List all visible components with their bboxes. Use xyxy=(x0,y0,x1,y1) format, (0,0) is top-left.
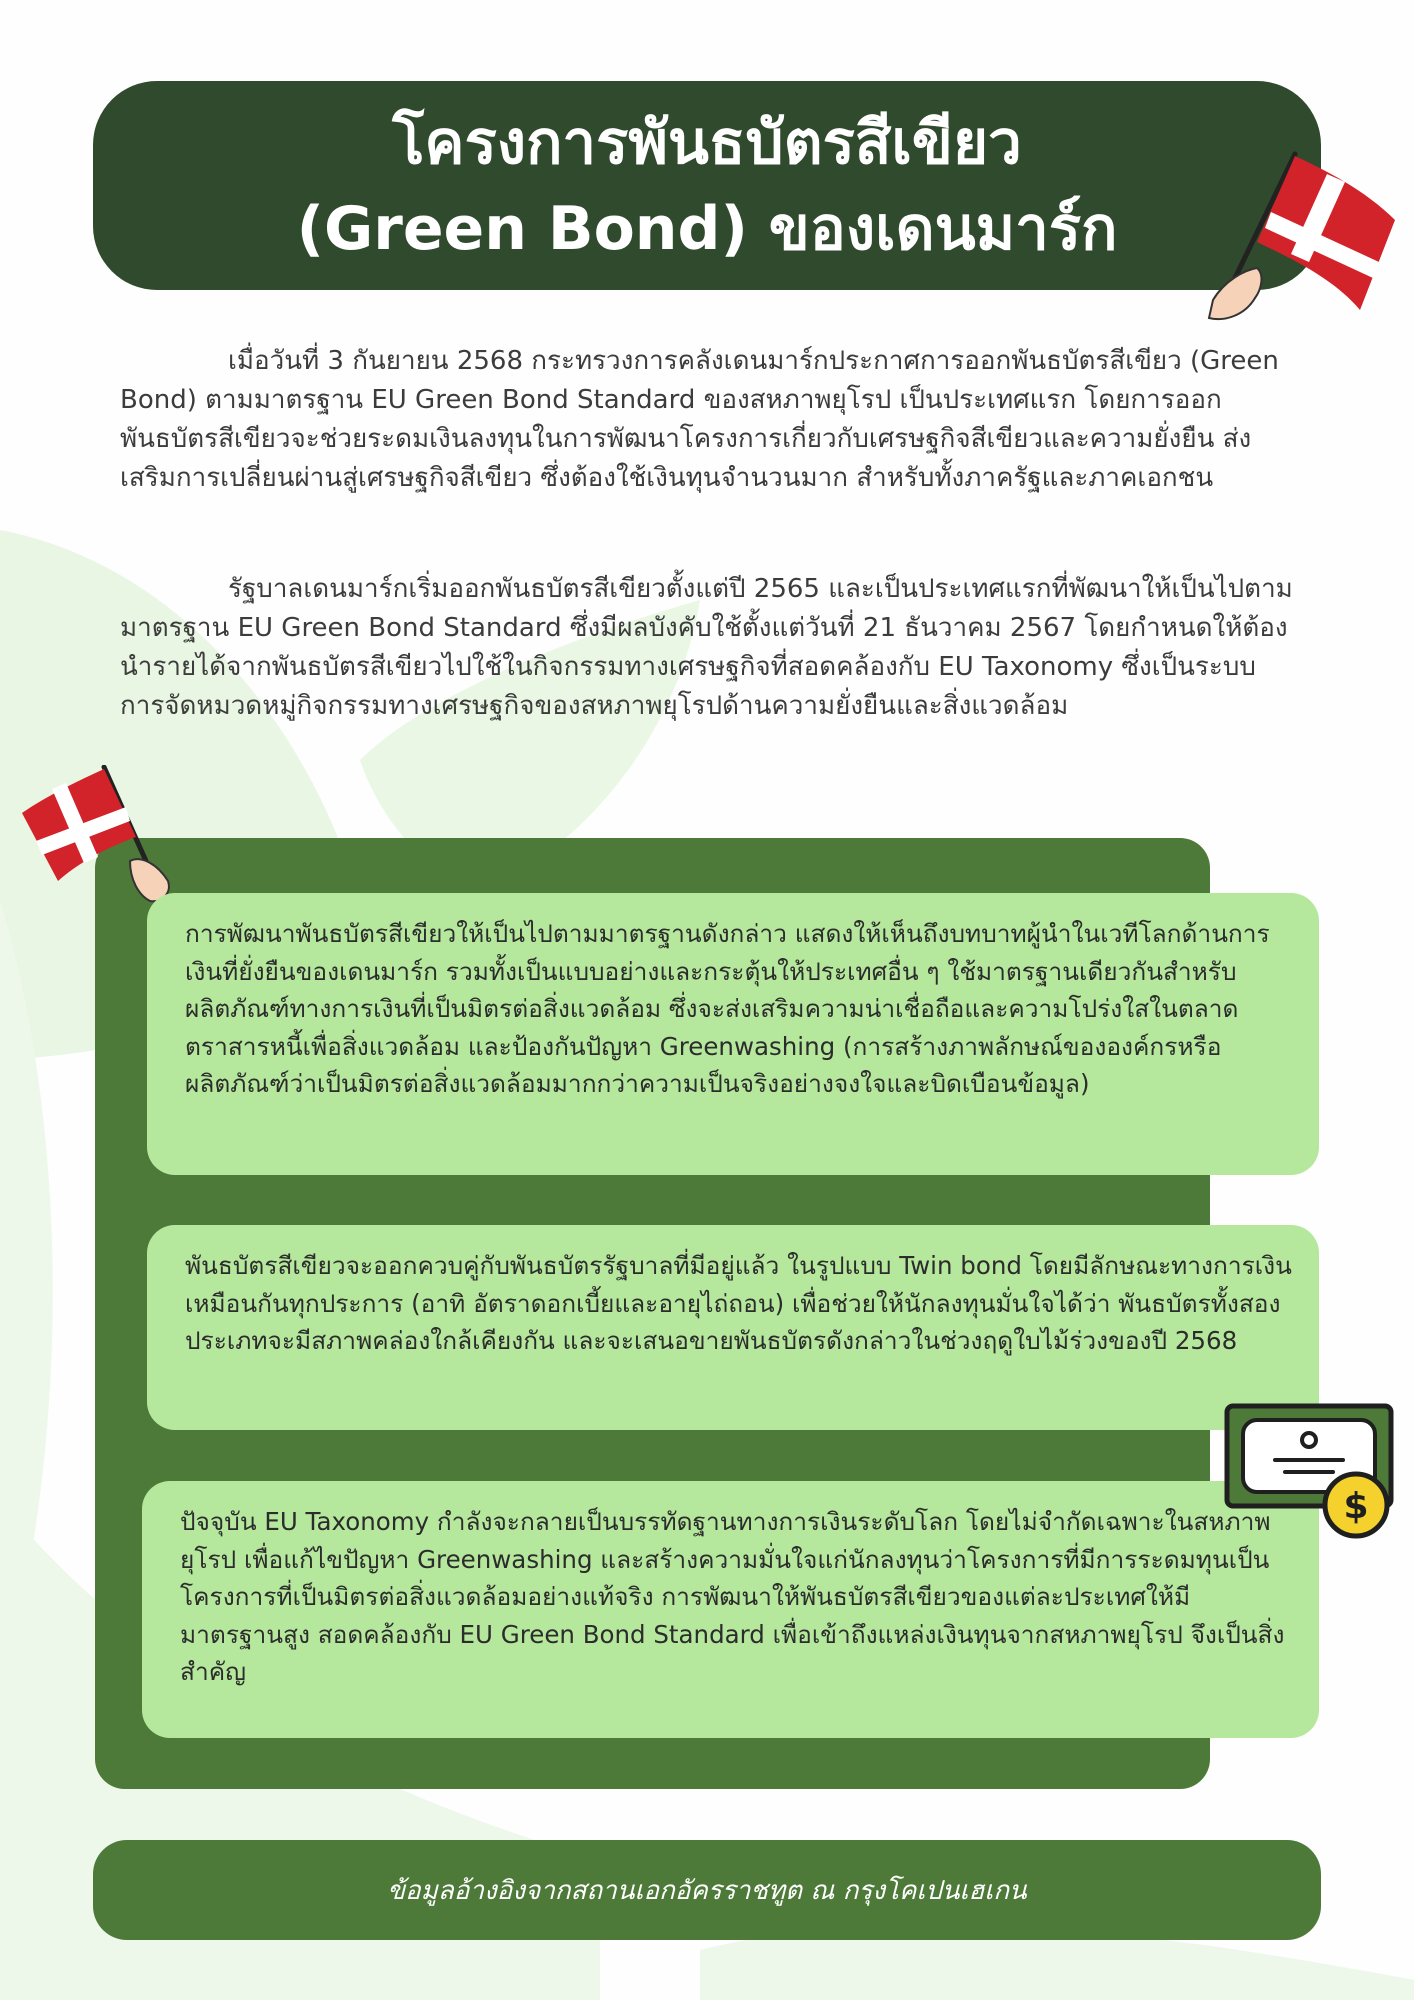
page-title-line-2: (Green Bond) ของเดนมาร์ก xyxy=(296,193,1118,264)
svg-text:$: $ xyxy=(1343,1486,1369,1527)
info-card-text: พันธบัตรสีเขียวจะออกควบคู่กับพันธบัตรรัฐบาลที่มีอยู่แล้ว ในรูปแบบ Twin bond โดยมีลักษณะทางการเงินเหมือนกันทุกประการ (อาทิ อัตราดอกเบี้ยและอายุไถ่ถอน) เพื่อช่วยให้นักลงทุนมั่นใจได้ว่า พันธบัตรทั้งสองประเภทจะมีสภาพคล่องใกล้เคียงกัน และจะเสนอขายพันธบัตรดังกล่าวในช่วงฤดูใบไม้ร่วงของปี 2568 xyxy=(185,1251,1292,1355)
intro-paragraph-1 xyxy=(120,342,1295,498)
intro-text-2: รัฐบาลเดนมาร์กเริ่มออกพันธบัตรสีเขียวตั้งแต่ปี 2565 และเป็นประเทศแรกที่พัฒนาให้เป็นไปตามมาตรฐาน EU Green Bond Standard ซึ่งมีผลบังคับใช้ตั้งแต่วันที่ 21 ธันวาคม 2567 โดยกำหนดให้ต้องนำรายได้จากพันธบัตรสีเขียวไปใช้ในกิจกรรมทางเศรษฐกิจที่สอดคล้องกับ EU Taxonomy ซึ่งเป็นระบบการจัดหมวดหมู่กิจกรรมทางเศรษฐกิจของสหภาพยุโรปด้านความยั่งยืนและสิ่งแวดล้อม xyxy=(120,574,1293,721)
denmark-flag-icon xyxy=(1195,150,1410,335)
denmark-flag-icon xyxy=(18,765,188,910)
intro-text-1: เมื่อวันที่ 3 กันยายน 2568 กระทรวงการคลังเดนมาร์กประกาศการออกพันธบัตรสีเขียว (Green Bond) ตามมาตรฐาน EU Green Bond Standard ของสหภาพยุโรป เป็นประเทศแรก โดยการออกพันธบัตรสีเขียวจะช่วยระดมเงินลงทุนในการพัฒนาโครงการเกี่ยวกับเศรษฐกิจสีเขียวและความยั่งยืน ส่งเสริมการเปลี่ยนผ่านสู่เศรษฐกิจสีเขียว ซึ่งต้องใช้เงินทุนจำนวนมาก สำหรับทั้งภาครัฐและภาคเอกชน xyxy=(120,346,1279,493)
info-card-1 xyxy=(147,893,1319,1175)
info-card-text: ปัจจุบัน EU Taxonomy กำลังจะกลายเป็นบรรทัดฐานทางการเงินระดับโลก โดยไม่จำกัดเฉพาะในสหภาพยุโรป เพื่อแก้ไขปัญหา Greenwashing และสร้างความมั่นใจแก่นักลงทุนว่าโครงการที่มีการระดมทุนเป็นโครงการที่เป็นมิตรต่อสิ่งแวดล้อมอย่างแท้จริง การพัฒนาให้พันธบัตรสีเขียวของแต่ละประเทศให้มีมาตรฐานสูง สอดคล้องกับ EU Green Bond Standard เพื่อเข้าถึงแหล่งเงินทุนจากสหภาพยุโรป จึงเป็นสิ่งสำคัญ xyxy=(180,1507,1285,1686)
intro-paragraph-2 xyxy=(120,570,1295,726)
source-footer xyxy=(93,1840,1321,1940)
banknote-dollar-icon xyxy=(1223,1402,1395,1542)
info-card-3 xyxy=(142,1481,1319,1738)
title-banner xyxy=(93,81,1321,290)
info-card-2 xyxy=(147,1225,1319,1430)
page-title-line-1: โครงการพันธบัตรสีเขียว xyxy=(392,107,1022,178)
source-text: ข้อมูลอ้างอิงจากสถานเอกอัครราชทูต ณ กรุงโคเปนเฮเกน xyxy=(387,1875,1027,1906)
info-card-text: การพัฒนาพันธบัตรสีเขียวให้เป็นไปตามมาตรฐานดังกล่าว แสดงให้เห็นถึงบทบาทผู้นำในเวทีโลกด้านการเงินที่ยั่งยืนของเดนมาร์ก รวมทั้งเป็นแบบอย่างและกระตุ้นให้ประเทศอื่น ๆ ใช้มาตรฐานเดียวกันสำหรับผลิตภัณฑ์ทางการเงินที่เป็นมิตรต่อสิ่งแวดล้อม ซึ่งจะส่งเสริมความน่าเชื่อถือและความโปร่งใสในตลาดตราสารหนี้เพื่อสิ่งแวดล้อม และป้องกันปัญหา Greenwashing (การสร้างภาพลักษณ์ขององค์กรหรือผลิตภัณฑ์ว่าเป็นมิตรต่อสิ่งแวดล้อมมากกว่าความเป็นจริงอย่างจงใจและบิดเบือนข้อมูล) xyxy=(185,919,1270,1098)
